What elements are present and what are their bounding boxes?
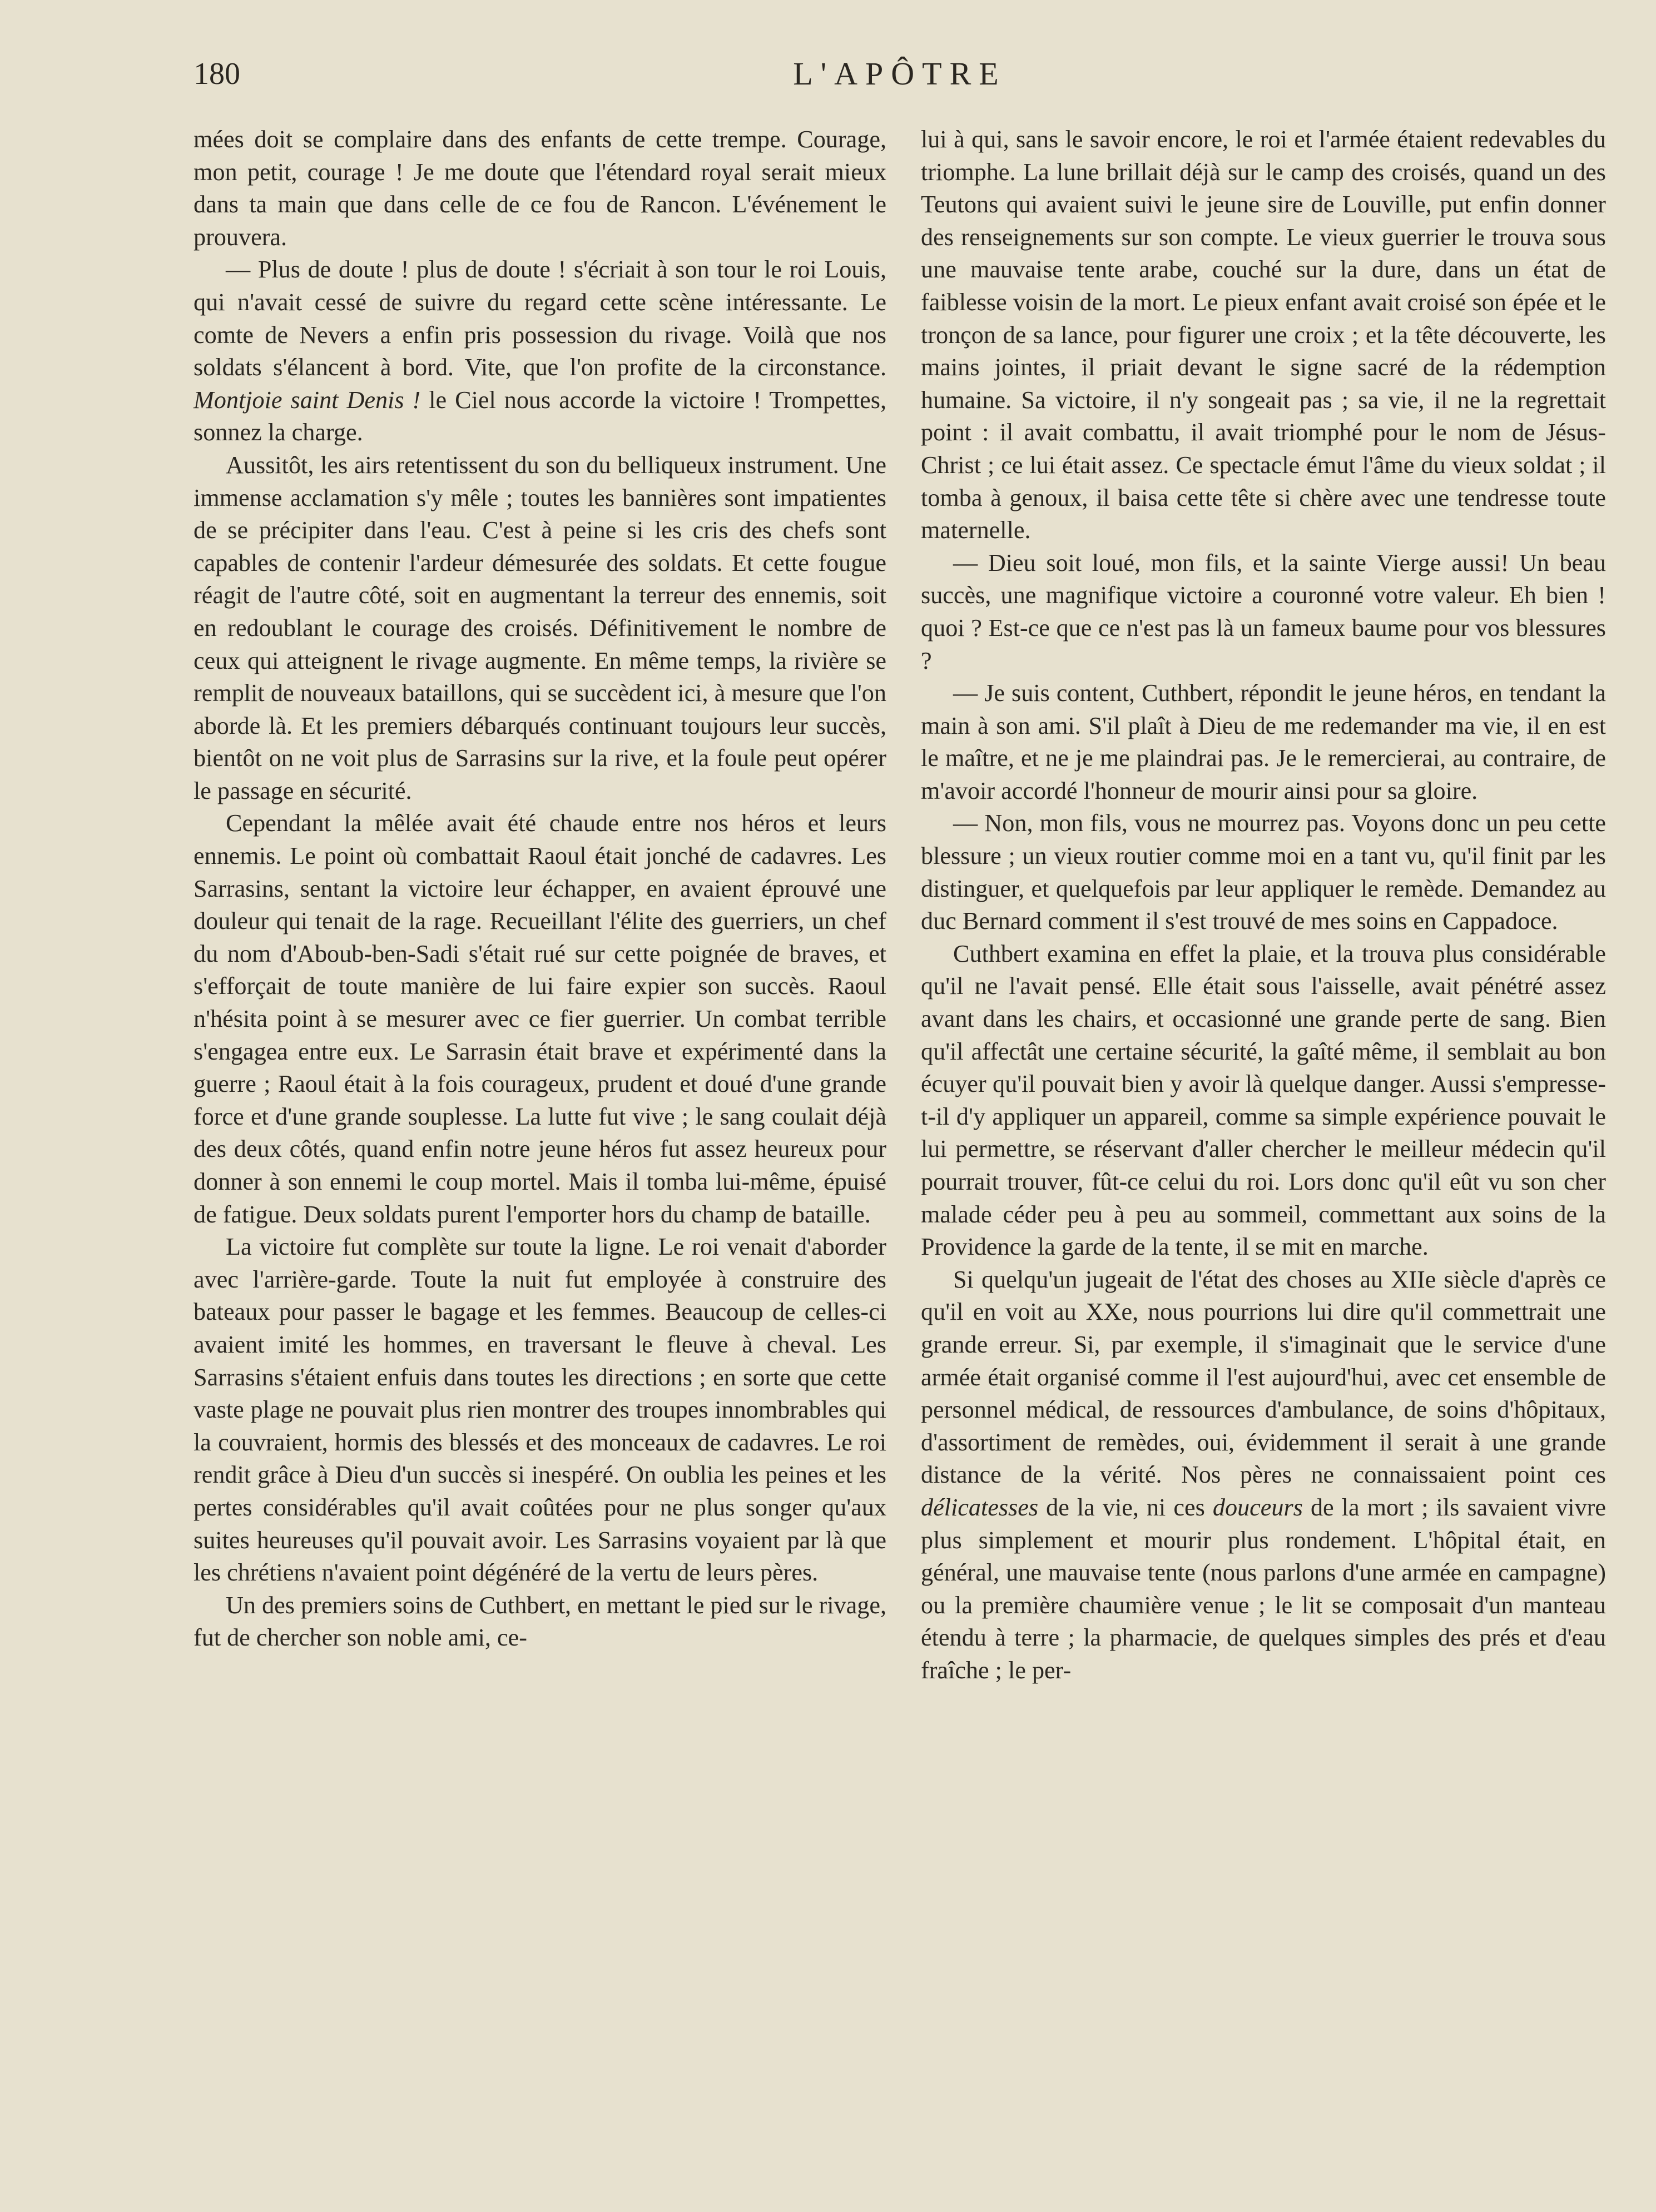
page-header bbox=[194, 49, 1606, 99]
paragraph: — Dieu soit loué, mon fils, et la sainte Vierge aussi! Un beau succès, une magnifique victoire a couronné votre valeur. Eh bien ! quoi ? Est-ce que ce n'est pas là un fameux baume pour vos blessures ? bbox=[921, 549, 1606, 674]
paragraph: Aussitôt, les airs retentissent du son du belliqueux instrument. Une immense acclamation s'y mêle ; toutes les bannières sont impatientes de se précipiter dans l'eau. C'est à peine si les cris des chefs sont capables de contenir l'ardeur démesurée des soldats. Et cette fougue réagit de l'autre côté, soit en augmentant la terreur des ennemis, soit en redoublant le courage des croisés. Définitivement le nombre de ceux qui atteignent le rivage augmente. En même temps, la rivière se remplit de nouveaux bataillons, qui se succèdent ici, à mesure que l'on aborde là. Et les premiers débarqués continuant toujours leur succès, bientôt on ne voit plus de Sarrasins sur la rive, et la foule peut opérer le passage en sécurité. bbox=[194, 451, 886, 804]
italic-exclamation: Montjoie saint Denis ! bbox=[194, 386, 421, 414]
paragraph: La victoire fut complète sur toute la ligne. Le roi venait d'aborder avec l'arrière-garde. Toute la nuit fut employée à construire des bateaux pour passer le bagage et les femmes. Beaucoup de celles-ci avaient imité les hommes, en traversant le fleuve à cheval. Les Sarrasins s'étaient enfuis dans toutes les directions ; en sorte que cette vaste plage ne pouvait plus rien montrer des troupes innombrables qui la couvraient, hormis des blessés et des monceaux de cadavres. Le roi rendit grâce à Dieu d'un succès si inespéré. On oublia les peines et les pertes considérables qu'il avait coûtées pour ne plus songer qu'aux suites heureuses qu'il pouvait avoir. Les Sarrasins voyaient par là que les chrétiens n'avaient point dégénéré de la vertu de leurs pères. bbox=[194, 1233, 886, 1587]
paragraph: Un des premiers soins de Cuthbert, en mettant le pied sur le rivage, fut de chercher son noble ami, ce- bbox=[194, 1591, 886, 1652]
paragraph: — Je suis content, Cuthbert, répondit le jeune héros, en tendant la main à son ami. S'il plaît à Dieu de me redemander ma vie, il en est le maître, et ne je me plaindrai pas. Je le remercierai, au contraire, de m'avoir accordé l'honneur de mourir ainsi pour sa gloire. bbox=[921, 679, 1606, 804]
paragraph: — Non, mon fils, vous ne mourrez pas. Voyons donc un peu cette blessure ; un vieux routier comme moi en a tant vu, qu'il finit par les distinguer, et quelquefois par leur appliquer le remède. Demandez au duc Bernard comment il s'est trouvé de mes soins en Cappadoce. bbox=[921, 809, 1606, 935]
right-column bbox=[921, 123, 1606, 1687]
italic-word: douceurs bbox=[1212, 1493, 1303, 1521]
paragraph: Cuthbert examina en effet la plaie, et la trouva plus considérable qu'il ne l'avait pensé. Elle était sous l'aisselle, avait pénétré assez avant dans les chairs, et occasionné une grande perte de sang. Bien qu'il affectât une certaine sécurité, la gaîté même, il semblait au bon écuyer qu'il pouvait bien y avoir là quelque danger. Aussi s'empresse-t-il d'y appliquer un appareil, comme sa simple expérience pouvait le lui permettre, se réservant d'aller chercher le meilleur médecin qu'il pourrait trouver, fût-ce celui du roi. Lors donc qu'il eût vu son cher malade céder peu à peu au sommeil, commettant aux soins de la Providence la garde de la tente, il se mit en marche. bbox=[921, 940, 1606, 1261]
paragraph: lui à qui, sans le savoir encore, le roi et l'armée étaient redevables du triomphe. La lune brillait déjà sur le camp des croisés, quand un des Teutons qui avaient suivi le jeune sire de Louville, put enfin donner des renseignements sur son compte. Le vieux guerrier le trouva sous une mauvaise tente arabe, couché sur la dure, dans un état de faiblesse voisin de la mort. Le pieux enfant avait croisé son épée et le tronçon de sa lance, pour figurer une croix ; et la tête découverte, les mains jointes, il priait devant le signe sacré de la rédemption humaine. Sa victoire, il n'y songeait pas ; sa vie, il ne la regrettait point : il avait combattu, il avait triomphé pour le nom de Jésus-Christ ; ce lui était assez. Ce spectacle émut l'âme du vieux soldat ; il tomba à genoux, il baisa cette tête si chère avec une tendresse toute maternelle. bbox=[921, 126, 1606, 544]
italic-word: délicatesses bbox=[921, 1493, 1039, 1521]
running-title: L'APÔTRE bbox=[793, 56, 1007, 92]
paragraph: — Plus de doute ! plus de doute ! s'écriait à son tour le roi Louis, qui n'avait cessé de suivre du regard cette scène intéressante. Le comte de Nevers a enfin pris possession du rivage. Voilà que nos soldats s'élancent à bord. Vite, que l'on profite de la circonstance. Montjoie saint Denis ! le Ciel nous accorde la victoire ! Trompettes, sonnez la charge. bbox=[194, 256, 886, 446]
paragraph: Si quelqu'un jugeait de l'état des choses au XIIe siècle d'après ce qu'il en voit au XXe, nous pourrions lui dire qu'il commettrait une grande erreur. Si, par exemple, il s'imaginait que le service d'une armée était organisé comme il l'est aujourd'hui, avec cet ensemble de personnel médical, de ressources d'ambulance, de soins d'hôpitaux, d'assortiment de remèdes, oui, évidemment il serait à une grande distance de la vérité. Nos pères ne connaissaient point ces délicatesses de la vie, ni ces douceurs de la mort ; ils savaient vivre plus simplement et mourir plus rondement. L'hôpital était, en général, une mauvaise tente (nous parlons d'une armée en campagne) ou la première chaumière venue ; le lit se composait d'un manteau étendu à terre ; la pharmacie, de quelques simples des prés et d'eau fraîche ; le per- bbox=[921, 1265, 1606, 1684]
paragraph: mées doit se complaire dans des enfants de cette trempe. Courage, mon petit, courage ! Je me doute que l'étendard royal serait mieux dans ta main que dans celle de ce fou de Rancon. L'événement le prouvera. bbox=[194, 126, 886, 251]
page-number: 180 bbox=[194, 57, 240, 91]
paragraph: Cependant la mêlée avait été chaude entre nos héros et leurs ennemis. Le point où combattait Raoul était jonché de cadavres. Les Sarrasins, sentant la victoire leur échapper, en avaient éprouvé une douleur qui tenait de la rage. Recueillant l'élite des guerriers, un chef du nom d'Aboub-ben-Sadi s'était rué sur cette poignée de braves, et s'efforçait de toute manière de lui faire expier son succès. Raoul n'hésita point à se mesurer avec ce fier guerrier. Un combat terrible s'engagea entre eux. Le Sarrasin était brave et expérimenté dans la guerre ; Raoul était à la fois courageux, prudent et doué d'une grande force et d'une grande souplesse. La lutte fut vive ; le sang coulait déjà des deux côtés, quand enfin notre jeune héros fut assez heureux pour donner à son ennemi le coup mortel. Mais il tomba lui-même, épuisé de fatigue. Deux soldats purent l'emporter hors du champ de bataille. bbox=[194, 809, 886, 1228]
left-column bbox=[194, 123, 886, 1654]
